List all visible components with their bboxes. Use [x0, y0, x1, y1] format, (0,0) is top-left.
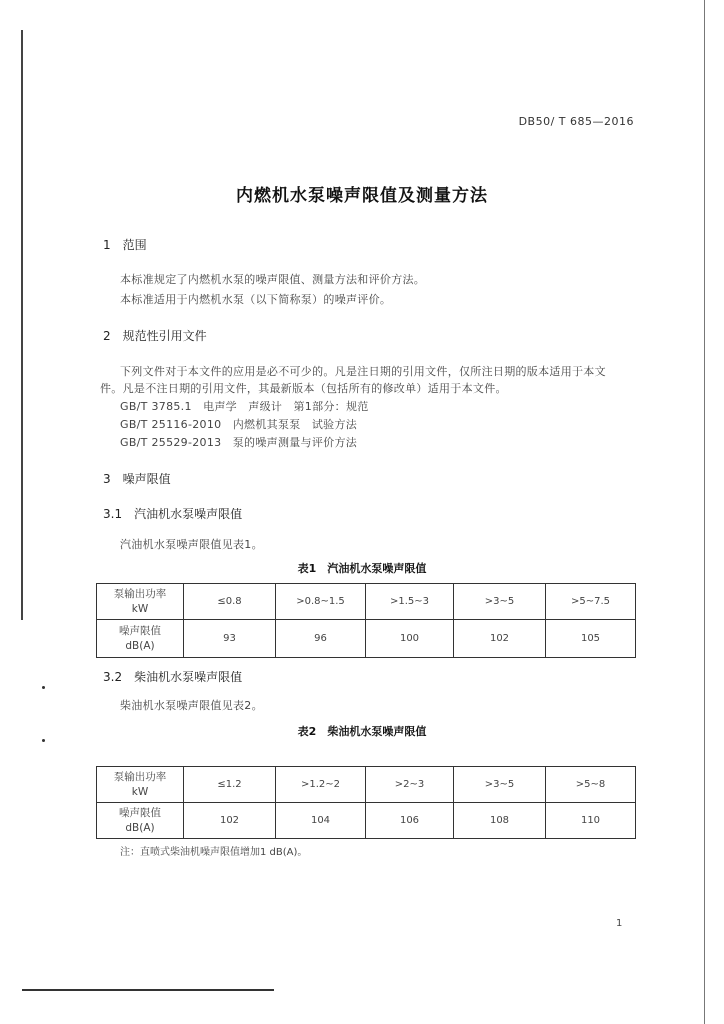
scan-edge-left [21, 30, 23, 620]
limit-cell: 102 [454, 620, 546, 658]
table-1 [96, 583, 636, 658]
reference-item: GB/T 25116-2010 内燃机其泵泵 试验方法 [120, 418, 358, 431]
section-3-2-text: 柴油机水泵噪声限值见表2。 [120, 699, 263, 712]
section-2-line: 下列文件对于本文件的应用是必不可少的。凡是注日期的引用文件，仅所注日期的版本适用于本文 [120, 365, 606, 378]
power-cell: >3~5 [454, 584, 546, 620]
limit-cell: 100 [366, 620, 454, 658]
scan-edge-right [704, 0, 705, 1024]
limit-cell: 105 [546, 620, 636, 658]
limit-cell: 108 [454, 803, 546, 839]
limit-cell: 102 [184, 803, 276, 839]
section-1-heading: 1 范围 [103, 238, 147, 252]
noise-unit: dB(A) [125, 639, 155, 652]
limit-cell: 106 [366, 803, 454, 839]
table-2-note: 注：直喷式柴油机噪声限值增加1 dB(A)。 [120, 847, 308, 858]
section-3-1-text: 汽油机水泵噪声限值见表1。 [120, 538, 263, 551]
noise-label: 噪声限值 [119, 624, 161, 637]
section-3-2-heading: 3.2 柴油机水泵噪声限值 [103, 670, 243, 684]
power-cell: >5~7.5 [546, 584, 636, 620]
table-row [97, 620, 636, 658]
section-3-1-heading: 3.1 汽油机水泵噪声限值 [103, 507, 243, 521]
limit-cell: 110 [546, 803, 636, 839]
scan-speck [42, 739, 45, 742]
section-2-heading: 2 规范性引用文件 [103, 329, 207, 343]
section-3-heading: 3 噪声限值 [103, 472, 171, 486]
power-label: 泵输出功率 [113, 587, 167, 600]
power-cell: ≤1.2 [184, 767, 276, 803]
standard-code: DB50/ T 685—2016 [518, 115, 634, 128]
power-cell: >2~3 [366, 767, 454, 803]
power-cell: >1.5~3 [366, 584, 454, 620]
power-cell: >1.2~2 [276, 767, 366, 803]
section-2-line: 件。凡是不注日期的引用文件，其最新版本（包括所有的修改单）适用于本文件。 [100, 382, 507, 395]
power-label: 泵输出功率 [113, 770, 167, 783]
table-row [97, 767, 636, 803]
row-label-cell [97, 584, 184, 620]
noise-label: 噪声限值 [119, 806, 161, 819]
power-cell: ≤0.8 [184, 584, 276, 620]
limit-cell: 104 [276, 803, 366, 839]
table-row [97, 584, 636, 620]
power-cell: >0.8~1.5 [276, 584, 366, 620]
row-label-cell [97, 803, 184, 839]
table-2 [96, 766, 636, 839]
scan-speck [42, 686, 45, 689]
document-title: 内燃机水泵噪声限值及测量方法 [236, 186, 488, 206]
section-1-line: 本标准规定了内燃机水泵的噪声限值、测量方法和评价方法。 [120, 273, 426, 286]
power-unit: kW [131, 602, 149, 615]
row-label-cell [97, 620, 184, 658]
scan-edge-bottom [22, 989, 274, 991]
section-1-line: 本标准适用于内燃机水泵（以下简称泵）的噪声评价。 [120, 293, 392, 306]
table-1-caption: 表1 汽油机水泵噪声限值 [297, 562, 427, 575]
page-number: 1 [616, 918, 623, 929]
row-label-cell [97, 767, 184, 803]
power-cell: >3~5 [454, 767, 546, 803]
reference-item: GB/T 25529-2013 泵的噪声测量与评价方法 [120, 436, 358, 449]
noise-unit: dB(A) [125, 821, 155, 834]
table-row [97, 803, 636, 839]
limit-cell: 96 [276, 620, 366, 658]
limit-cell: 93 [184, 620, 276, 658]
power-cell: >5~8 [546, 767, 636, 803]
reference-item: GB/T 3785.1 电声学 声级计 第1部分：规范 [120, 400, 369, 413]
power-unit: kW [131, 785, 149, 798]
table-2-caption: 表2 柴油机水泵噪声限值 [297, 725, 427, 738]
